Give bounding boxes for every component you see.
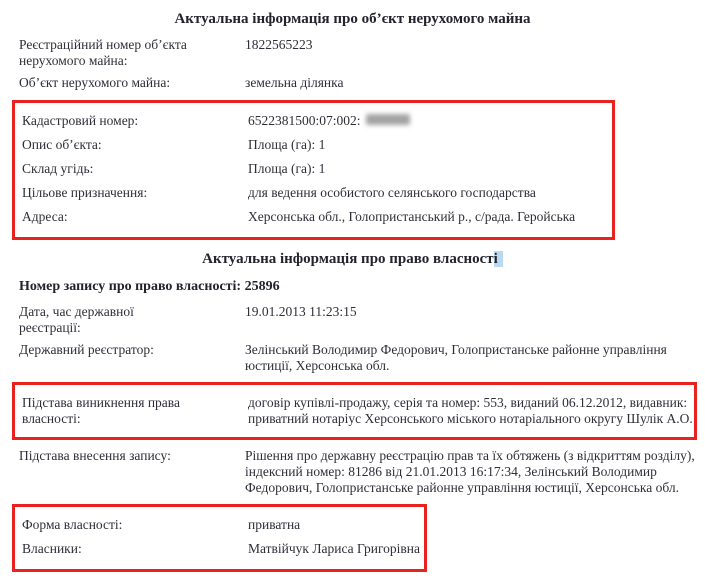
row-land-composition — [15, 161, 612, 177]
row-state-registrar — [0, 342, 705, 374]
highlight-box-owners — [12, 504, 427, 572]
field-label: Підстава виникнення права власності: — [22, 395, 180, 426]
field-value: земельна ділянка — [245, 75, 344, 90]
field-label: Форма власності: — [22, 517, 123, 532]
row-registration-number — [0, 37, 705, 69]
highlight-box-property-details — [12, 100, 615, 240]
row-record-entry-basis — [0, 448, 705, 496]
field-label: Дата, час державної реєстрації: — [19, 304, 134, 335]
field-value: Херсонська обл., Голопристанський р., с/рада. Геройська — [248, 209, 576, 224]
field-value: Матвійчук Лариса Григорівна — [248, 541, 420, 556]
field-value: для ведення особистого селянського господарства — [248, 185, 536, 200]
row-owners — [15, 541, 424, 557]
field-label: Підстава внесення запису: — [19, 448, 171, 463]
field-label: Реєстраційний номер об’єкта нерухомого майна: — [19, 37, 187, 68]
row-ownership-form — [15, 517, 424, 533]
row-ownership-basis — [15, 395, 694, 427]
redacted-cadastral-suffix-blur — [366, 114, 410, 125]
field-value: 1822565223 — [245, 37, 313, 52]
field-label: Адреса: — [22, 209, 68, 224]
field-value: приватна — [248, 517, 301, 532]
field-value: Зелінський Володимир Федорович, Голопристанське районне управління юстиції, Херсонська обл. — [245, 342, 667, 373]
row-address — [15, 209, 612, 225]
find-match-highlight: і — [494, 251, 503, 267]
section-property-title: Актуальна інформація про об’єкт нерухомого майна — [174, 11, 531, 27]
row-object-description — [15, 137, 612, 153]
row-designated-purpose — [15, 185, 612, 201]
ownership-record-number: Номер запису про право власності: 25896 — [19, 279, 280, 294]
field-label: Кадастровий номер: — [22, 113, 139, 128]
field-value: Рішення про державну реєстрацію прав та їх обтяжень (з відкриттям розділу), індексний номер: 81286 від 21.01.2013 16:17:34, Зелінський Володимир Федорович, Голопристанське районне управління юстиції, Херсонська обл. — [245, 448, 695, 495]
field-value — [248, 113, 612, 129]
field-label: Власники: — [22, 541, 82, 556]
field-label: Державний реєстратор: — [19, 342, 154, 357]
field-label: Склад угідь: — [22, 161, 94, 176]
field-label: Опис об’єкта: — [22, 137, 102, 152]
ownership-title-text: Актуальна інформація про право власност — [202, 251, 494, 267]
field-label: Об’єкт нерухомого майна: — [19, 75, 171, 90]
field-value: 19.01.2013 11:23:15 — [245, 304, 357, 319]
cadastral-number-visible: 6522381500:07:002: — [248, 113, 361, 128]
section-ownership-title — [0, 251, 705, 268]
field-value: Площа (га): 1 — [248, 137, 326, 152]
field-label: Цільове призначення: — [22, 185, 148, 200]
property-extract-document — [0, 11, 705, 572]
row-cadastral-number — [15, 113, 612, 129]
row-registration-datetime — [0, 304, 705, 336]
field-value: договір купівлі-продажу, серія та номер: 553, виданий 06.12.2012, видавник: приватний нотаріус Херсонського міського нотаріального округу Шулік А.О. — [248, 395, 693, 426]
highlight-box-ownership-basis — [12, 382, 697, 440]
row-property-object — [0, 75, 705, 91]
field-value: Площа (га): 1 — [248, 161, 326, 176]
